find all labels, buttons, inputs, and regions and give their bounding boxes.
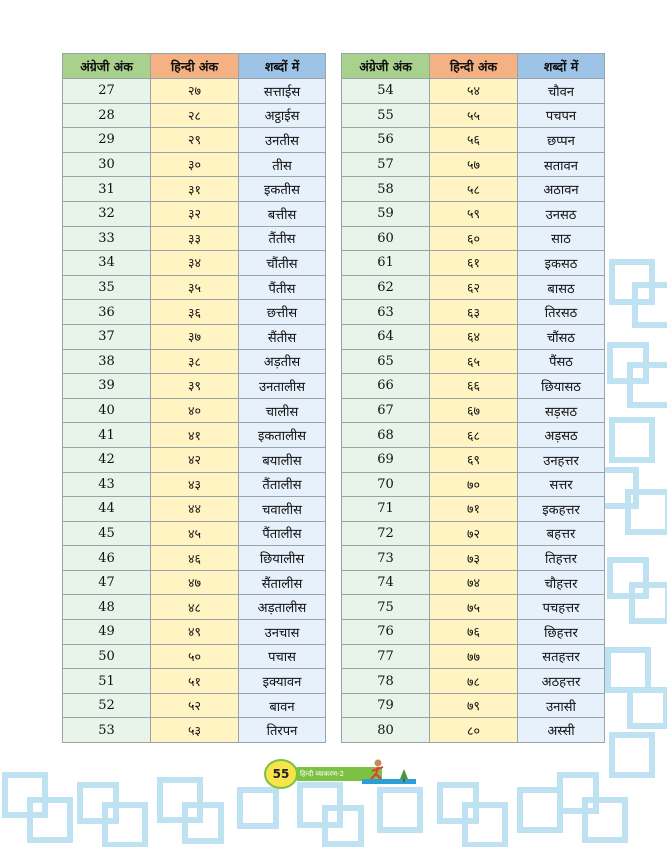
- table-row: [63, 423, 326, 448]
- english-number-cell: 64: [342, 324, 430, 349]
- english-number-cell: 70: [342, 472, 430, 497]
- english-number-cell: 45: [63, 521, 151, 546]
- hindi-number-cell: ४८: [151, 595, 239, 620]
- number-word-cell: अठावन: [518, 177, 605, 202]
- number-word-cell: सैंतीस: [239, 324, 326, 349]
- english-number-cell: 53: [63, 718, 151, 743]
- page-footer: [258, 757, 418, 789]
- english-number-cell: 74: [342, 570, 430, 595]
- number-word-cell: चौहत्तर: [518, 570, 605, 595]
- number-word-cell: अड़तीस: [239, 349, 326, 374]
- english-number-cell: 56: [342, 128, 430, 153]
- hindi-number-cell: ७४: [430, 570, 518, 595]
- english-number-cell: 55: [342, 103, 430, 128]
- english-number-cell: 60: [342, 226, 430, 251]
- running-child-icon: [362, 757, 416, 787]
- header-english-digits: अंग्रेजी अंक: [63, 54, 151, 79]
- table-row: [342, 644, 605, 669]
- hindi-number-cell: ५९: [430, 201, 518, 226]
- english-number-cell: 62: [342, 275, 430, 300]
- table-row: [342, 570, 605, 595]
- hindi-number-cell: ७९: [430, 693, 518, 718]
- english-number-cell: 27: [63, 79, 151, 104]
- english-number-cell: 68: [342, 423, 430, 448]
- english-number-cell: 57: [342, 152, 430, 177]
- table-row: [342, 226, 605, 251]
- header-in-words: शब्दों में: [518, 54, 605, 79]
- hindi-number-cell: ३१: [151, 177, 239, 202]
- hindi-number-cell: ६९: [430, 447, 518, 472]
- number-word-cell: तीस: [239, 152, 326, 177]
- number-word-cell: तैंतीस: [239, 226, 326, 251]
- number-word-cell: सड़सठ: [518, 398, 605, 423]
- number-word-cell: तिरपन: [239, 718, 326, 743]
- table-row: [342, 103, 605, 128]
- english-number-cell: 36: [63, 300, 151, 325]
- english-number-cell: 39: [63, 374, 151, 399]
- table-row: [63, 472, 326, 497]
- number-word-cell: चौंसठ: [518, 324, 605, 349]
- hindi-number-cell: ७८: [430, 669, 518, 694]
- hindi-number-cell: ६८: [430, 423, 518, 448]
- number-word-cell: तिरसठ: [518, 300, 605, 325]
- english-number-cell: 73: [342, 546, 430, 571]
- hindi-number-cell: ५८: [430, 177, 518, 202]
- table-row: [63, 644, 326, 669]
- english-number-cell: 29: [63, 128, 151, 153]
- english-number-cell: 40: [63, 398, 151, 423]
- number-word-cell: उनसठ: [518, 201, 605, 226]
- english-number-cell: 32: [63, 201, 151, 226]
- number-word-cell: अठहत्तर: [518, 669, 605, 694]
- english-number-cell: 54: [342, 79, 430, 104]
- table-row: [63, 595, 326, 620]
- hindi-number-cell: २९: [151, 128, 239, 153]
- english-number-cell: 52: [63, 693, 151, 718]
- hindi-number-cell: ४०: [151, 398, 239, 423]
- table-row: [342, 693, 605, 718]
- table-row: [63, 374, 326, 399]
- number-word-cell: छप्पन: [518, 128, 605, 153]
- number-word-cell: उनासी: [518, 693, 605, 718]
- hindi-number-cell: ७०: [430, 472, 518, 497]
- number-word-cell: इकतीस: [239, 177, 326, 202]
- header-hindi-digits: हिन्दी अंक: [151, 54, 239, 79]
- hindi-number-cell: ६०: [430, 226, 518, 251]
- table-row: [63, 497, 326, 522]
- english-number-cell: 51: [63, 669, 151, 694]
- number-word-cell: छियासठ: [518, 374, 605, 399]
- english-number-cell: 67: [342, 398, 430, 423]
- english-number-cell: 65: [342, 349, 430, 374]
- number-word-cell: उनचास: [239, 620, 326, 645]
- english-number-cell: 78: [342, 669, 430, 694]
- table-row: [63, 349, 326, 374]
- english-number-cell: 72: [342, 521, 430, 546]
- table-row: [342, 128, 605, 153]
- number-word-cell: इकसठ: [518, 251, 605, 276]
- table-row: [342, 472, 605, 497]
- number-word-cell: सतावन: [518, 152, 605, 177]
- number-word-cell: तिहत्तर: [518, 546, 605, 571]
- hindi-number-cell: ६२: [430, 275, 518, 300]
- number-word-cell: बावन: [239, 693, 326, 718]
- hindi-number-cell: ५५: [430, 103, 518, 128]
- numbers-table-left: [62, 53, 326, 743]
- hindi-number-cell: ३६: [151, 300, 239, 325]
- hindi-number-cell: ६४: [430, 324, 518, 349]
- english-number-cell: 44: [63, 497, 151, 522]
- hindi-number-cell: ३७: [151, 324, 239, 349]
- english-number-cell: 46: [63, 546, 151, 571]
- english-number-cell: 63: [342, 300, 430, 325]
- table-row: [63, 398, 326, 423]
- hindi-number-cell: ५७: [430, 152, 518, 177]
- table-row: [342, 79, 605, 104]
- table-row: [342, 497, 605, 522]
- english-number-cell: 34: [63, 251, 151, 276]
- english-number-cell: 28: [63, 103, 151, 128]
- hindi-number-cell: २७: [151, 79, 239, 104]
- english-number-cell: 35: [63, 275, 151, 300]
- table-row: [342, 349, 605, 374]
- hindi-number-cell: ७२: [430, 521, 518, 546]
- english-number-cell: 41: [63, 423, 151, 448]
- table-row: [63, 177, 326, 202]
- table-row: [342, 546, 605, 571]
- english-number-cell: 76: [342, 620, 430, 645]
- number-word-cell: छियालीस: [239, 546, 326, 571]
- number-word-cell: अड़तालीस: [239, 595, 326, 620]
- hindi-number-cell: ७१: [430, 497, 518, 522]
- table-row: [63, 718, 326, 743]
- number-word-cell: उनहत्तर: [518, 447, 605, 472]
- table-row: [63, 103, 326, 128]
- number-word-cell: छत्तीस: [239, 300, 326, 325]
- table-header-row: [63, 54, 326, 79]
- english-number-cell: 69: [342, 447, 430, 472]
- table-row: [63, 447, 326, 472]
- hindi-number-cell: ४९: [151, 620, 239, 645]
- english-number-cell: 66: [342, 374, 430, 399]
- table-row: [342, 177, 605, 202]
- english-number-cell: 38: [63, 349, 151, 374]
- number-word-cell: इकहत्तर: [518, 497, 605, 522]
- hindi-number-cell: ४३: [151, 472, 239, 497]
- hindi-number-cell: ७३: [430, 546, 518, 571]
- number-word-cell: चवालीस: [239, 497, 326, 522]
- hindi-number-cell: ६६: [430, 374, 518, 399]
- hindi-number-cell: ६१: [430, 251, 518, 276]
- number-word-cell: बासठ: [518, 275, 605, 300]
- table-row: [63, 152, 326, 177]
- table-row: [342, 152, 605, 177]
- hindi-number-cell: ६५: [430, 349, 518, 374]
- hindi-number-cell: ८०: [430, 718, 518, 743]
- number-word-cell: बत्तीस: [239, 201, 326, 226]
- header-hindi-digits: हिन्दी अंक: [430, 54, 518, 79]
- header-english-digits: अंग्रेजी अंक: [342, 54, 430, 79]
- table-row: [342, 669, 605, 694]
- table-row: [342, 423, 605, 448]
- hindi-number-cell: ३४: [151, 251, 239, 276]
- number-word-cell: तैंतालीस: [239, 472, 326, 497]
- hindi-number-cell: ५६: [430, 128, 518, 153]
- table-row: [342, 595, 605, 620]
- hindi-number-cell: ३०: [151, 152, 239, 177]
- number-word-cell: उनतालीस: [239, 374, 326, 399]
- number-word-cell: पैंसठ: [518, 349, 605, 374]
- table-row: [342, 324, 605, 349]
- number-word-cell: इकतालीस: [239, 423, 326, 448]
- hindi-number-cell: ३८: [151, 349, 239, 374]
- hindi-number-cell: ४४: [151, 497, 239, 522]
- english-number-cell: 33: [63, 226, 151, 251]
- hindi-number-cell: ४६: [151, 546, 239, 571]
- table-row: [342, 398, 605, 423]
- hindi-number-cell: ६७: [430, 398, 518, 423]
- english-number-cell: 48: [63, 595, 151, 620]
- number-word-cell: पचहत्तर: [518, 595, 605, 620]
- number-word-cell: साठ: [518, 226, 605, 251]
- table-header-row: [342, 54, 605, 79]
- table-row: [63, 226, 326, 251]
- number-word-cell: अस्सी: [518, 718, 605, 743]
- english-number-cell: 59: [342, 201, 430, 226]
- table-row: [63, 570, 326, 595]
- book-title: हिन्दी व्याकरण-2: [296, 767, 382, 781]
- hindi-number-cell: ७६: [430, 620, 518, 645]
- table-row: [342, 447, 605, 472]
- hindi-number-cell: ७५: [430, 595, 518, 620]
- hindi-number-cell: ४१: [151, 423, 239, 448]
- table-row: [63, 251, 326, 276]
- table-row: [63, 79, 326, 104]
- hindi-number-cell: ५०: [151, 644, 239, 669]
- table-row: [63, 521, 326, 546]
- number-word-cell: चौंतीस: [239, 251, 326, 276]
- table-row: [342, 275, 605, 300]
- number-word-cell: इक्यावन: [239, 669, 326, 694]
- english-number-cell: 58: [342, 177, 430, 202]
- number-word-cell: पैंतीस: [239, 275, 326, 300]
- english-number-cell: 37: [63, 324, 151, 349]
- table-row: [63, 128, 326, 153]
- hindi-number-cell: ३५: [151, 275, 239, 300]
- table-row: [63, 300, 326, 325]
- english-number-cell: 43: [63, 472, 151, 497]
- header-in-words: शब्दों में: [239, 54, 326, 79]
- table-row: [63, 546, 326, 571]
- english-number-cell: 30: [63, 152, 151, 177]
- table-row: [63, 275, 326, 300]
- number-word-cell: पचपन: [518, 103, 605, 128]
- hindi-number-cell: ५१: [151, 669, 239, 694]
- table-row: [63, 201, 326, 226]
- hindi-number-cell: ५४: [430, 79, 518, 104]
- table-row: [342, 201, 605, 226]
- number-word-cell: पैंतालीस: [239, 521, 326, 546]
- english-number-cell: 42: [63, 447, 151, 472]
- english-number-cell: 61: [342, 251, 430, 276]
- english-number-cell: 49: [63, 620, 151, 645]
- numbers-table-right: [341, 53, 605, 743]
- number-word-cell: सत्ताईस: [239, 79, 326, 104]
- number-word-cell: उनतीस: [239, 128, 326, 153]
- number-word-cell: बहत्तर: [518, 521, 605, 546]
- number-word-cell: छिहत्तर: [518, 620, 605, 645]
- english-number-cell: 50: [63, 644, 151, 669]
- hindi-number-cell: ३९: [151, 374, 239, 399]
- hindi-number-cell: ५२: [151, 693, 239, 718]
- table-row: [342, 521, 605, 546]
- number-word-cell: सतहत्तर: [518, 644, 605, 669]
- english-number-cell: 80: [342, 718, 430, 743]
- number-word-cell: सैंतालीस: [239, 570, 326, 595]
- english-number-cell: 71: [342, 497, 430, 522]
- number-word-cell: अट्ठाईस: [239, 103, 326, 128]
- hindi-number-cell: ४७: [151, 570, 239, 595]
- hindi-number-cell: ७७: [430, 644, 518, 669]
- number-word-cell: अड़सठ: [518, 423, 605, 448]
- table-row: [63, 620, 326, 645]
- hindi-number-cell: ३३: [151, 226, 239, 251]
- number-word-cell: पचास: [239, 644, 326, 669]
- number-word-cell: चालीस: [239, 398, 326, 423]
- table-row: [342, 251, 605, 276]
- number-word-cell: बयालीस: [239, 447, 326, 472]
- hindi-number-cell: ५३: [151, 718, 239, 743]
- table-row: [63, 669, 326, 694]
- table-row: [342, 718, 605, 743]
- hindi-number-cell: २८: [151, 103, 239, 128]
- table-row: [63, 693, 326, 718]
- table-row: [63, 324, 326, 349]
- table-row: [342, 300, 605, 325]
- page-number: 55: [264, 759, 298, 789]
- hindi-number-cell: ६३: [430, 300, 518, 325]
- table-row: [342, 374, 605, 399]
- number-word-cell: सत्तर: [518, 472, 605, 497]
- hindi-number-cell: ३२: [151, 201, 239, 226]
- hindi-number-cell: ४५: [151, 521, 239, 546]
- hindi-number-cell: ४२: [151, 447, 239, 472]
- english-number-cell: 77: [342, 644, 430, 669]
- number-word-cell: चौवन: [518, 79, 605, 104]
- table-row: [342, 620, 605, 645]
- english-number-cell: 47: [63, 570, 151, 595]
- english-number-cell: 31: [63, 177, 151, 202]
- english-number-cell: 79: [342, 693, 430, 718]
- english-number-cell: 75: [342, 595, 430, 620]
